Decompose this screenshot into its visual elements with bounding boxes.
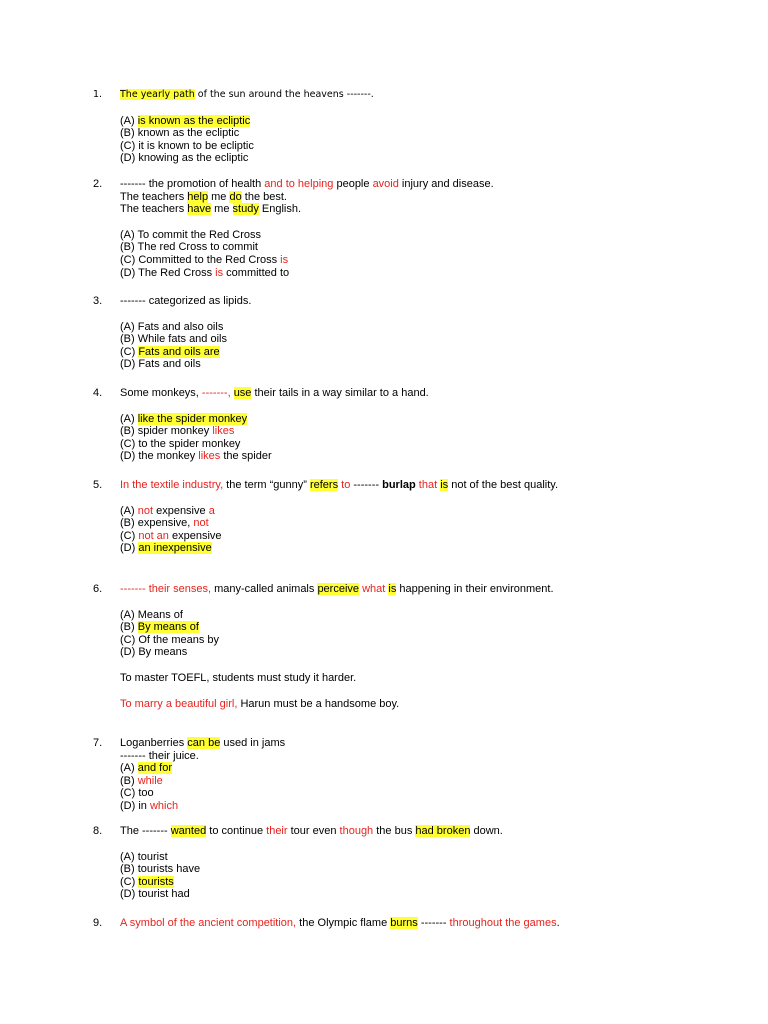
question-body [120,917,740,930]
text-segment: many-called animals [211,583,318,595]
red-text-segment: avoid [372,178,399,190]
text-segment: the spider [220,450,272,463]
text-segment: (D) The Red Cross [120,266,216,279]
text-line [120,750,740,763]
answer-options [120,321,740,371]
text-segment: (C) [120,875,139,888]
highlighted-segment: have [187,203,212,216]
answer-option [120,863,740,876]
answer-option [120,876,740,889]
answer-option [120,775,740,788]
text-segment: (C) Committed to the Red Cross [120,253,281,266]
red-text-segment: To marry a beautiful girl, [120,697,238,710]
highlighted-segment: refers [309,479,339,491]
red-text-segment: ------- their senses, [120,583,212,595]
spacer [120,659,740,672]
red-text-segment: which [149,799,179,812]
text-line [120,825,740,838]
highlighted-segment: had broken [415,825,471,837]
text-segment: (A) [120,412,138,425]
example-sentence [120,698,740,711]
text-segment: the best. [241,190,287,203]
answer-option [120,530,740,543]
answer-options [120,115,740,165]
spacer [120,685,740,698]
question-stem [120,825,740,838]
text-segment: The ------- [120,825,171,837]
text-segment: (B) tourists have [120,863,201,876]
answer-options [120,229,740,279]
question-body [120,479,740,555]
answer-options [120,505,740,555]
text-segment: me [211,203,233,216]
red-text-segment: likes [198,450,221,463]
text-segment: (C) Of the means by [120,633,220,646]
text-line [120,479,740,492]
answer-option [120,127,740,140]
text-line [120,737,740,750]
question-stem [120,178,740,216]
answer-option [120,517,740,530]
text-segment: ------- categorized as lipids. [120,295,252,307]
question-body [120,387,740,463]
answer-option [120,888,740,901]
answer-option [120,438,740,451]
text-segment: ------- [417,917,450,929]
text-line [120,387,740,400]
text-segment: happening in their environment. [396,583,554,595]
highlighted-segment: and for [137,762,172,775]
red-text-segment: though [339,825,374,837]
text-segment: their tails in a way similar to a hand. [251,387,429,399]
highlighted-segment: can be [187,737,221,749]
text-segment: the Olympic flame [296,917,391,929]
text-segment: (C) to the spider monkey [120,437,241,450]
text-line [120,89,740,102]
answer-option [120,646,740,659]
highlighted-segment: wanted [170,825,207,837]
question-number: 8. [93,825,103,837]
spacer [120,400,740,413]
highlighted-segment: an inexpensive [138,542,212,555]
text-line [120,672,740,685]
text-segment: expensive [168,529,222,542]
text-segment: (B) [120,621,138,634]
answer-options [120,609,740,659]
text-segment: (D) [120,542,139,555]
answer-option [120,140,740,153]
text-line [120,583,740,596]
text-segment: (B) While fats and oils [120,333,227,346]
text-segment: The teachers [120,190,188,203]
red-text-segment: throughout the games [449,917,557,929]
text-segment: (B) expensive, [120,517,194,530]
red-text-segment: their [266,825,288,837]
question-body [120,737,740,813]
answer-option [120,634,740,647]
answer-option [120,115,740,128]
red-text-segment: A symbol of the ancient competition, [120,917,297,929]
answer-option [120,346,740,359]
text-segment: English. [258,203,302,216]
question-body [120,178,740,279]
question-number: 1. [93,89,103,100]
question-number: 6. [93,583,103,595]
text-segment: (A) Means of [120,608,183,621]
text-segment: Harun must be a handsome boy. [237,697,400,710]
example-sentence [120,672,740,685]
text-segment: (D) knowing as the ecliptic [120,152,249,165]
text-segment: used in jams [220,737,286,749]
text-line [120,191,740,204]
spacer [120,492,740,505]
question-stem [120,89,740,102]
spacer [120,838,740,851]
text-segment: (B) known as the ecliptic [120,127,240,140]
red-text-segment: not [137,504,154,517]
text-line [120,203,740,216]
highlighted-segment: help [187,190,209,203]
red-text-segment: not [193,517,209,530]
text-line [120,295,740,308]
red-text-segment: while [137,774,163,787]
text-segment: (C) [120,345,139,358]
question-body [120,89,740,165]
answer-option [120,505,740,518]
highlighted-segment: burns [390,917,418,929]
answer-option [120,851,740,864]
highlighted-segment: The yearly path [120,89,195,100]
question-stem [120,479,740,492]
red-text-segment: to [341,479,351,491]
answer-options [120,851,740,901]
red-text-segment: what [362,583,386,595]
text-segment: Loganberries [120,737,188,749]
answer-option [120,254,740,267]
question-stem [120,917,740,930]
answer-option [120,800,740,813]
question-body [120,825,740,901]
text-segment: ------- the promotion of health [120,178,265,190]
answer-option [120,333,740,346]
text-line [120,917,740,930]
answer-option [120,413,740,426]
highlighted-segment: is [440,479,449,491]
highlighted-segment: use [233,387,252,399]
answer-option [120,267,740,280]
red-text-segment: In the textile industry, [120,479,224,491]
text-segment: (B) [120,774,138,787]
highlighted-segment: like the spider monkey [137,412,248,425]
text-segment: (D) Fats and oils [120,358,201,371]
text-segment: The teachers [120,203,188,216]
text-segment: (D) tourist had [120,888,190,901]
text-segment: ------- [350,479,383,491]
answer-option [120,229,740,242]
answer-option [120,241,740,254]
red-text-segment: is [215,266,224,279]
text-segment: of the sun around the heavens -------. [194,89,374,100]
highlighted-segment: Fats and oils are [138,345,220,358]
text-segment: (A) Fats and also oils [120,320,224,333]
text-line [120,178,740,191]
answer-option [120,321,740,334]
red-text-segment: is [280,253,289,266]
question-body [120,295,740,371]
spacer [120,308,740,321]
question-number: 9. [93,917,103,929]
answer-options [120,762,740,812]
answer-options [120,413,740,463]
text-segment: not of the best quality. [448,479,559,491]
question-stem [120,387,740,400]
answer-option [120,358,740,371]
question-number: 4. [93,387,103,399]
red-text-segment: -------, [201,387,231,399]
text-segment: (D) By means [120,646,188,659]
question-number: 7. [93,737,103,749]
text-segment: the term “gunny” [223,479,310,491]
text-segment: committed to [223,266,290,279]
question-body [120,583,740,710]
bold-segment: burlap [382,479,416,491]
text-segment: injury and disease. [398,178,494,190]
highlighted-segment: perceive [317,583,360,595]
text-segment: (A) To commit the Red Cross [120,228,262,241]
red-text-segment: and to helping [264,178,334,190]
text-segment: tour even [287,825,340,837]
text-segment: (C) too [120,787,154,800]
highlighted-segment: tourists [138,875,174,888]
highlighted-segment: study [232,203,259,216]
answer-option [120,542,740,555]
text-segment: (B) The red Cross to commit [120,241,258,254]
text-line [120,698,740,711]
red-text-segment: not an [138,529,169,542]
text-segment: expensive [153,504,209,517]
text-segment: to continue [206,825,267,837]
text-segment: people [333,178,373,190]
text-segment: (C) [120,529,139,542]
spacer [120,596,740,609]
highlighted-segment: is known as the ecliptic [137,114,251,127]
highlighted-segment: do [229,190,242,203]
answer-option [120,450,740,463]
text-segment: (C) it is known to be ecliptic [120,139,254,152]
text-segment: (A) [120,504,138,517]
text-segment: down. [470,825,503,837]
question-stem [120,583,740,596]
text-segment: (D) the monkey [120,450,199,463]
text-segment: (B) spider monkey [120,425,213,438]
text-segment: (D) in [120,799,150,812]
answer-option [120,152,740,165]
question-number: 2. [93,178,103,190]
text-segment: me [208,190,230,203]
text-segment: (A) tourist [120,850,168,863]
answer-option [120,609,740,622]
question-stem [120,737,740,762]
text-segment: Some monkeys, [120,387,202,399]
question-stem [120,295,740,308]
question-number: 3. [93,295,103,307]
spacer [120,102,740,115]
red-text-segment: likes [212,425,235,438]
red-text-segment: a [208,504,215,517]
question-number: 5. [93,479,103,491]
answer-option [120,425,740,438]
spacer [120,216,740,229]
text-segment: To master TOEFL, students must study it harder. [120,671,357,684]
answer-option [120,787,740,800]
highlighted-segment: is [388,583,397,595]
text-segment: (A) [120,114,138,127]
red-text-segment: that [418,479,438,491]
text-segment: ------- their juice. [120,749,199,762]
highlighted-segment: By means of [137,621,199,634]
text-segment: . [556,917,560,929]
answer-option [120,621,740,634]
answer-option [120,762,740,775]
text-segment: the bus [373,825,416,837]
text-segment: (A) [120,762,138,775]
